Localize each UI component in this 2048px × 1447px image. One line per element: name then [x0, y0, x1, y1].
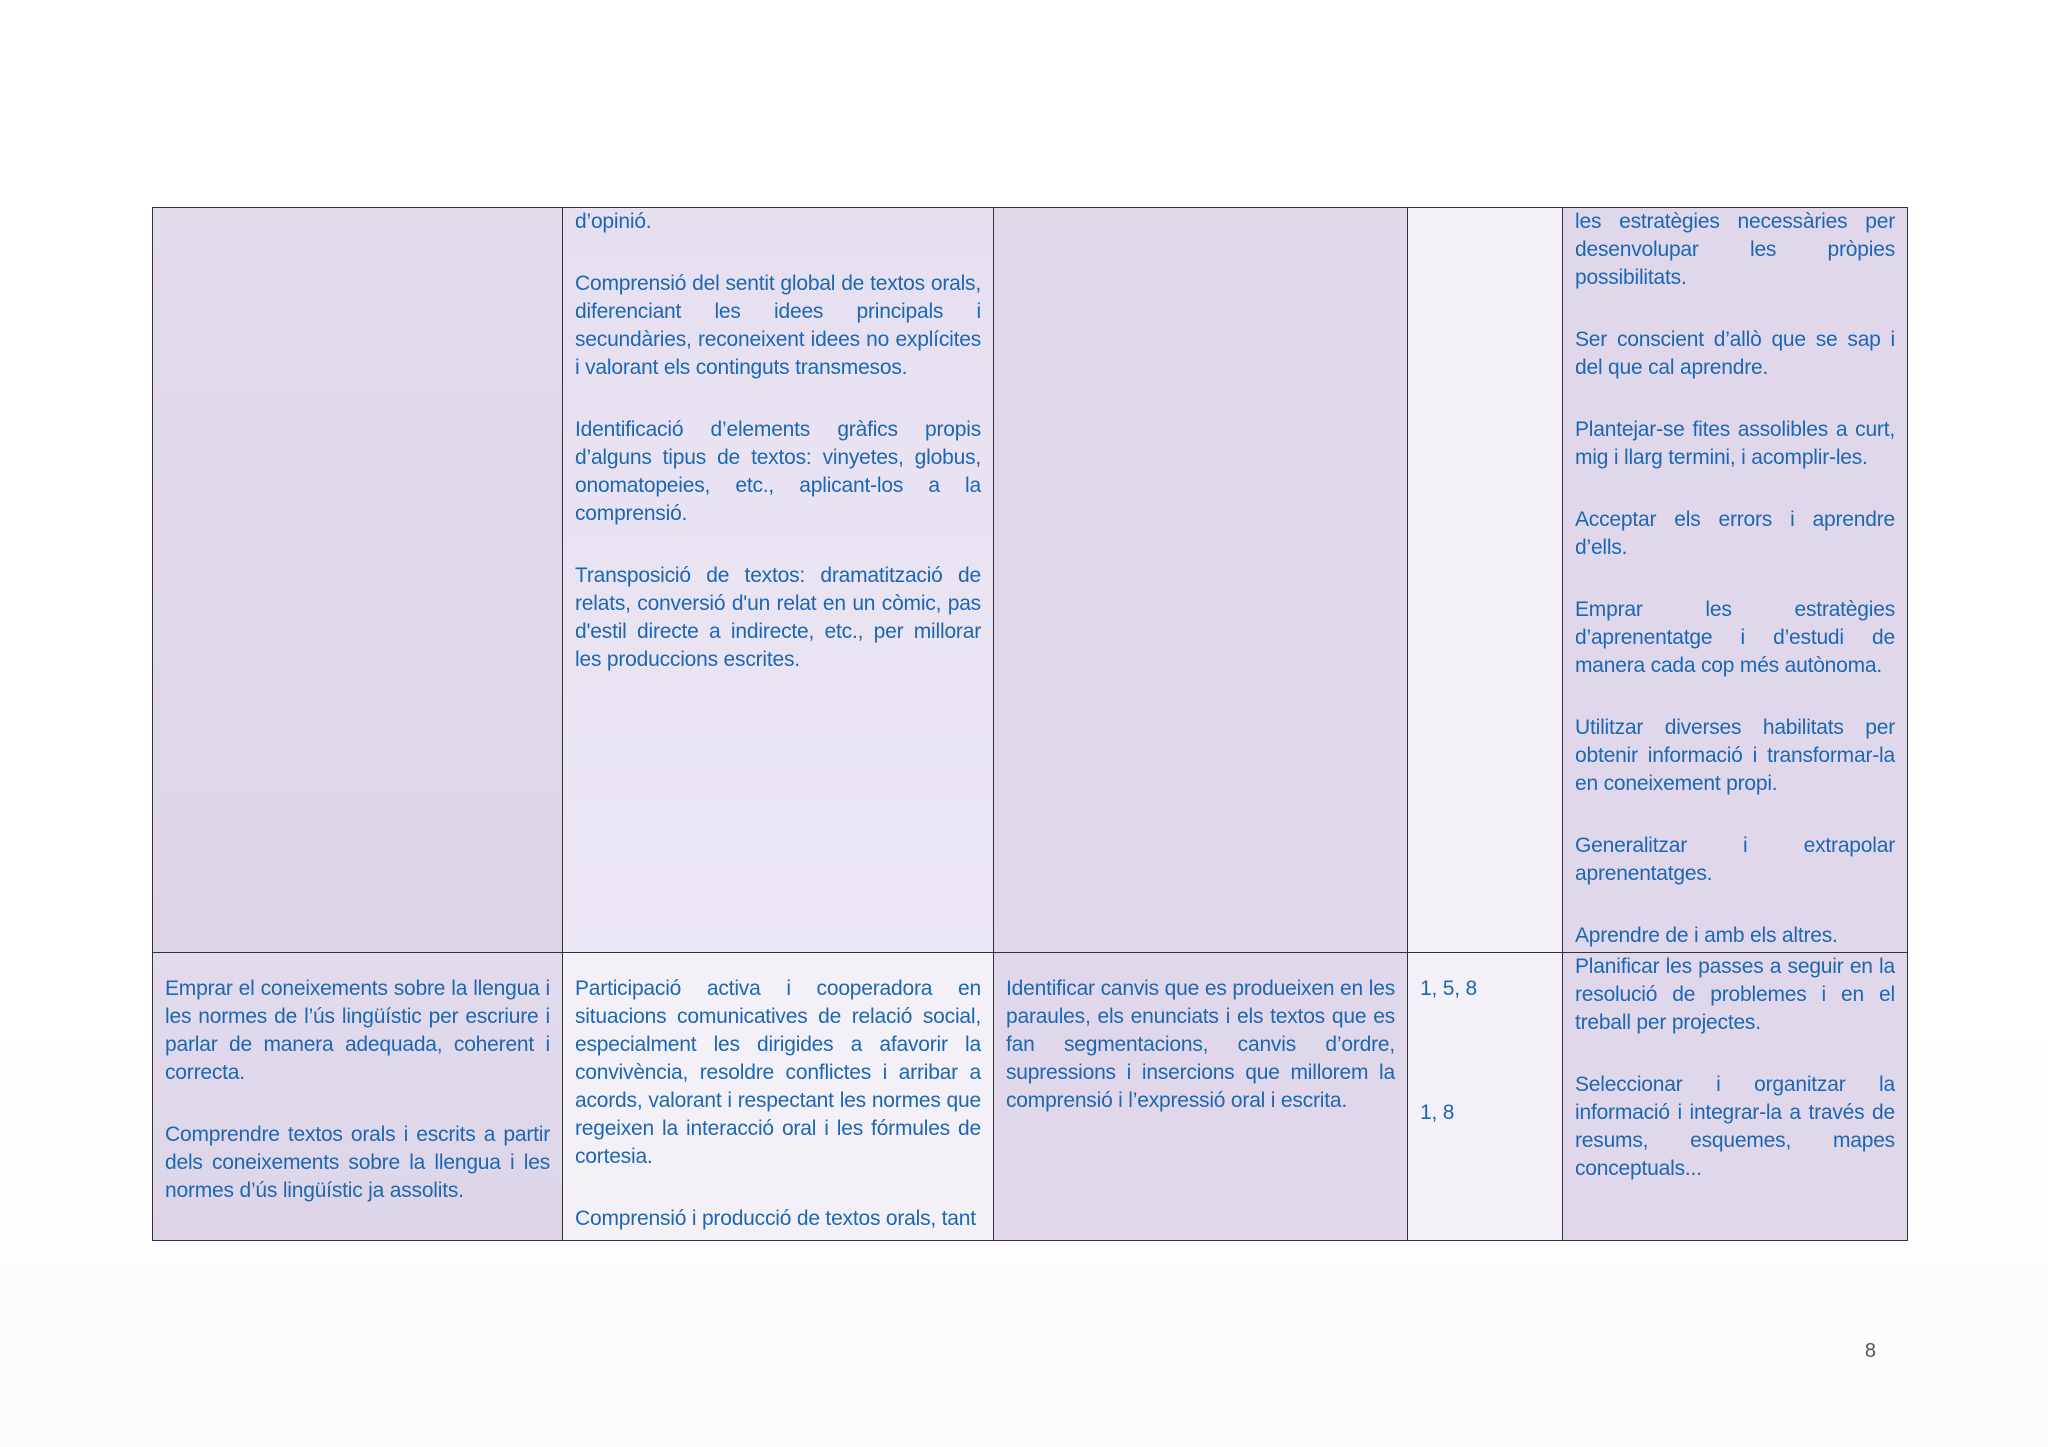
content-paragraph: Identificació d’elements gràfics propis d’alguns tipus de textos: vinyetes, globus, onomatopeies, etc., aplicant-los a la comprensió. [575, 418, 981, 525]
cell-content [575, 953, 981, 1233]
curriculum-table [152, 207, 1908, 1241]
skill-paragraph: les estratègies necessàries per desenvolupar les pròpies possibilitats. [1575, 210, 1895, 289]
learning-skills-cell [1563, 208, 1908, 953]
contents-cell [563, 953, 994, 1241]
competence-numbers: 1, 5, 8 [1420, 977, 1477, 1000]
learning-skills-cell [1563, 953, 1908, 1241]
objective-paragraph: Emprar el coneixements sobre la llengua i les normes de l’ús lingüístic per escriure i parlar de manera adequada, coherent i correcta. [165, 977, 550, 1084]
page-number: 8 [1864, 1340, 1876, 1362]
skill-paragraph: Utilitzar diverses habilitats per obtenir informació i transformar-la en coneixement propi. [1575, 716, 1895, 795]
skill-paragraph: Aprendre de i amb els altres. [1575, 924, 1838, 947]
contents-cell [563, 208, 994, 953]
cell-content [1006, 953, 1395, 1115]
content-paragraph: Participació activa i cooperadora en situacions comunicatives de relació social, especialment les dirigides a afavorir la convivència, resoldre conflictes i arribar a acords, valorant i respectant les normes que regeixen la interacció oral i les fórmules de cortesia. [575, 977, 981, 1168]
table-row [153, 953, 1908, 1241]
cell-content [165, 953, 550, 1205]
competences-cell [1408, 208, 1563, 953]
objective-paragraph: Comprendre textos orals i escrits a partir dels coneixements sobre la llengua i les normes d’ús lingüístic ja assolits. [165, 1123, 550, 1202]
criteria-cell [994, 208, 1408, 953]
competence-numbers: 1, 8 [1420, 1101, 1455, 1124]
table-row [153, 208, 1908, 953]
content-paragraph: Transposició de textos: dramatització de relats, conversió d'un relat en un còmic, pas d'estil directe a indirecte, etc., per millorar les produccions escrites. [575, 564, 981, 671]
content-paragraph: Comprensió del sentit global de textos orals, diferenciant les idees principals i secundàries, reconeixent idees no explícites i valorant els continguts transmesos. [575, 272, 981, 379]
criteria-cell [994, 953, 1408, 1241]
competences-cell [1408, 953, 1563, 1241]
objectives-cell [153, 208, 563, 953]
skill-paragraph: Planificar les passes a seguir en la resolució de problemes i en el treball per projectes. [1575, 955, 1895, 1034]
cell-content [1420, 953, 1550, 1127]
criteria-paragraph: Identificar canvis que es produeixen en les paraules, els enunciats i els textos que es fan segmentacions, canvis d’ordre, supressions i insercions que millorem la comprensió i l’expressió oral i escrita. [1006, 977, 1395, 1112]
skill-paragraph: Seleccionar i organitzar la informació i integrar-la a través de resums, esquemes, mapes conceptuals... [1575, 1073, 1895, 1180]
objectives-cell [153, 953, 563, 1241]
skill-paragraph: Generalitzar i extrapolar aprenentatges. [1575, 834, 1895, 885]
skill-paragraph: Emprar les estratègies d’aprenentatge i d’estudi de manera cada cop més autònoma. [1575, 598, 1895, 677]
skill-paragraph: Ser conscient d’allò que se sap i del que cal aprendre. [1575, 328, 1895, 379]
skill-paragraph: Plantejar-se fites assolibles a curt, mig i llarg termini, i acomplir-les. [1575, 418, 1895, 469]
skill-paragraph: Acceptar els errors i aprendre d’ells. [1575, 508, 1895, 559]
content-paragraph: d’opinió. [575, 210, 652, 233]
content-paragraph: Comprensió i producció de textos orals, tant [575, 1207, 976, 1230]
